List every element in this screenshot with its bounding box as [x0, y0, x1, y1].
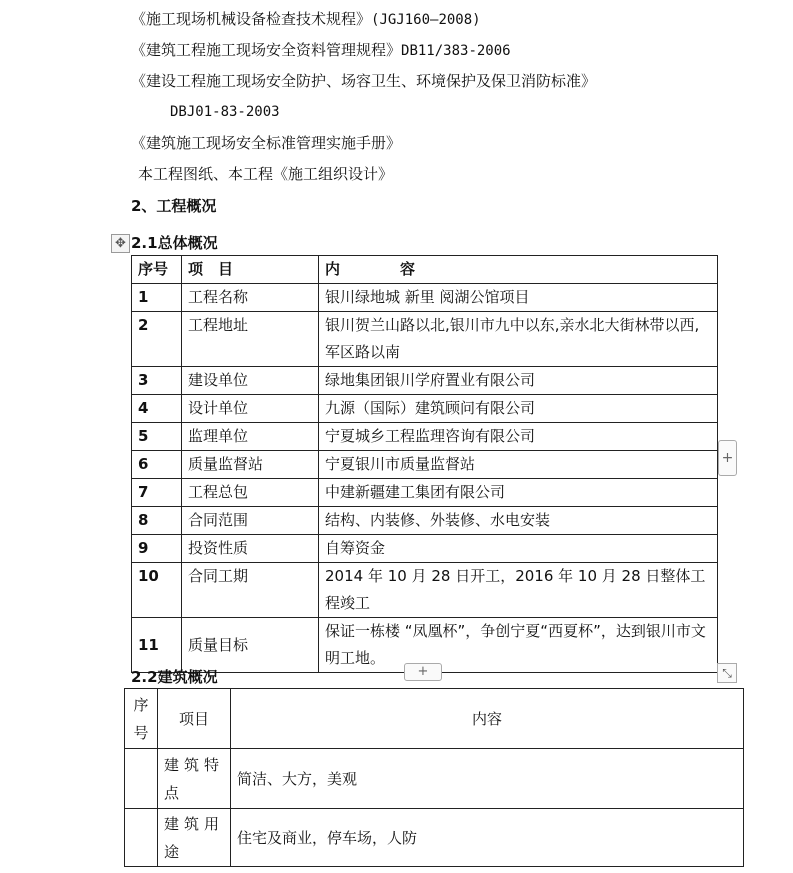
cell-item: 工程总包	[182, 479, 319, 507]
header-cell-no: 序号	[132, 256, 182, 284]
section-heading-2-2: 2.2建筑概况	[131, 668, 218, 686]
cell-content: 银川贺兰山路以北,银川市九中以东,亲水北大街林带以西,军区路以南	[319, 312, 718, 367]
cell-content: 宁夏银川市质量监督站	[319, 451, 718, 479]
cell-no: 2	[132, 312, 182, 367]
cell-no: 10	[132, 563, 182, 618]
reference-title: 本工程图纸、本工程《施工组织设计》	[138, 165, 394, 183]
cell-content: 结构、内装修、外装修、水电安装	[319, 507, 718, 535]
cell-item: 投资性质	[182, 535, 319, 563]
table-row	[132, 507, 718, 535]
cell-no: 11	[132, 618, 182, 673]
table-row	[125, 809, 744, 867]
cell-content: 银川绿地城 新里 阅湖公馆项目	[319, 284, 718, 312]
table-move-icon[interactable]: ✥	[111, 234, 130, 253]
reference-line-4	[170, 102, 280, 122]
reference-line-2	[131, 40, 511, 61]
cell-content: 九源（国际）建筑顾问有限公司	[319, 395, 718, 423]
table-row	[132, 395, 718, 423]
cell-item: 质量目标	[182, 618, 319, 673]
building-overview-table	[124, 688, 744, 867]
reference-line-5	[131, 133, 401, 153]
cell-no: 1	[132, 284, 182, 312]
cell-item: 质量监督站	[182, 451, 319, 479]
cell-content: 保证一栋楼 “凤凰杯”，争创宁夏“西夏杯”，达到银川市文明工地。	[319, 618, 718, 673]
cell-no	[125, 809, 158, 867]
table-row	[132, 451, 718, 479]
reference-title: 《建设工程施工现场安全防护、场容卫生、环境保护及保卫消防标准》	[131, 72, 597, 90]
reference-line-6	[138, 164, 393, 184]
cell-no: 9	[132, 535, 182, 563]
table-row	[132, 535, 718, 563]
cell-content: 绿地集团银川学府置业有限公司	[319, 367, 718, 395]
table-row	[132, 423, 718, 451]
reference-title: 《建筑工程施工现场安全资料管理规程》	[131, 41, 402, 59]
section-heading-2-1: 2.1总体概况	[131, 234, 218, 252]
cell-no: 7	[132, 479, 182, 507]
cell-no: 3	[132, 367, 182, 395]
reference-line-3	[131, 71, 596, 91]
table-resize-icon[interactable]: ⤡	[717, 663, 737, 683]
add-column-button[interactable]: +	[718, 440, 737, 476]
reference-code: DB11/383-2006	[401, 43, 511, 59]
header-cell-item: 项目	[158, 689, 231, 749]
section-heading-2: 2、工程概况	[131, 197, 217, 215]
cell-content: 住宅及商业，停车场，人防	[231, 809, 744, 867]
add-row-button[interactable]: +	[404, 663, 442, 681]
table-header-row	[125, 689, 744, 749]
table-row	[132, 367, 718, 395]
reference-title: 《建筑施工现场安全标准管理实施手册》	[131, 134, 402, 152]
table-row	[125, 749, 744, 809]
cell-item: 监理单位	[182, 423, 319, 451]
cell-content: 简洁、大方，美观	[231, 749, 744, 809]
cell-item: 工程地址	[182, 312, 319, 367]
cell-no	[125, 749, 158, 809]
reference-title: 《施工现场机械设备检查技术规程》	[131, 10, 372, 28]
cell-no: 6	[132, 451, 182, 479]
cell-item: 建筑特点	[158, 749, 231, 809]
header-cell-item: 项 目	[182, 256, 319, 284]
cell-item: 建筑用途	[158, 809, 231, 867]
cell-item: 建设单位	[182, 367, 319, 395]
cell-item: 合同工期	[182, 563, 319, 618]
reference-code: (JGJ160—2008)	[371, 12, 481, 28]
table-row	[132, 284, 718, 312]
table-header-row	[132, 256, 718, 284]
cell-no: 4	[132, 395, 182, 423]
cell-content: 中建新疆建工集团有限公司	[319, 479, 718, 507]
reference-code: DBJ01-83-2003	[170, 104, 280, 120]
header-cell-content: 内 容	[319, 256, 718, 284]
table-row	[132, 563, 718, 618]
cell-content: 自筹资金	[319, 535, 718, 563]
header-cell-content: 内容	[231, 689, 744, 749]
cell-content: 宁夏城乡工程监理咨询有限公司	[319, 423, 718, 451]
table-row	[132, 479, 718, 507]
cell-no: 8	[132, 507, 182, 535]
header-cell-no: 序号	[125, 689, 158, 749]
cell-item: 工程名称	[182, 284, 319, 312]
general-overview-table	[131, 255, 718, 673]
cell-content: 2014 年 10 月 28 日开工，2016 年 10 月 28 日整体工程竣工	[319, 563, 718, 618]
cell-item: 合同范围	[182, 507, 319, 535]
cell-item: 设计单位	[182, 395, 319, 423]
cell-no: 5	[132, 423, 182, 451]
table-row	[132, 312, 718, 367]
reference-line-1	[131, 9, 481, 30]
